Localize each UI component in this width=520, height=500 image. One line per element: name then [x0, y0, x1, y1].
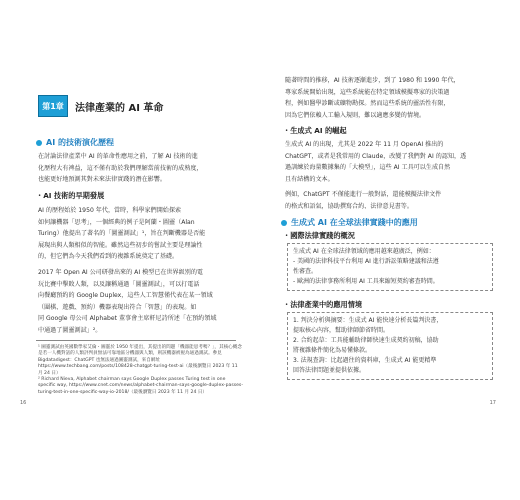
- text-line: 隨著時間的推移，AI 技術逐漸進步，到了 1980 和 1990 年代，: [285, 77, 460, 84]
- text-line: 也能更好地預測其對未來法律實踐的潛在影響。: [38, 176, 166, 183]
- text-line: （圍棋、遊戲、預約）機器表現出符合「智慧」的表現。如: [38, 303, 197, 311]
- text-line: 在討論法律產業中 AI 的革命性應用之前，了解 AI 技術的進: [38, 153, 198, 160]
- subsection-title: ・國際法律實踐的概況: [283, 231, 355, 240]
- box-item: 3. 法規查詢：比起過往的資料庫，生成式 AI 能更精準: [293, 357, 437, 364]
- chapter-title: 法律產業的 AI 革命: [75, 102, 164, 114]
- text-line: 的格式和語氣，協助撰寫合約、法律意見書等。: [285, 202, 413, 210]
- page-number: 16: [20, 400, 27, 406]
- section-title: AI 的技術演化歷程: [46, 138, 114, 147]
- text-line: 例如，ChatGPT 不僅能進行一般對話，還能模擬法律文件: [285, 191, 442, 198]
- text-line: 2017 年 Open AI 公司研發出來的 AI 模型已在世界級別的電: [38, 269, 204, 276]
- box-item: 將複雜條件簡化為易懂條款。: [293, 347, 372, 354]
- chapter-badge: 第1章: [38, 95, 68, 117]
- box-item: 提取核心內容，幫助律師節省時間。: [293, 327, 390, 334]
- international-practice-box: [287, 243, 493, 291]
- text-line: 專家系統開始出現，這些系統能在特定領域模擬專家的決策過: [285, 88, 450, 96]
- openai-paragraph: [38, 267, 243, 336]
- subsection-title: ・AI 技術的早期發展: [36, 191, 105, 200]
- expert-systems-paragraph: [285, 75, 490, 121]
- box-item: - 美國的法律科技平台利用 AI 進行訴訟策略建議和法遵: [293, 258, 439, 265]
- text-line: 如何讓機器「思考」，一個經典的例子是阿蘭・圖靈（Alan: [38, 218, 195, 226]
- text-line: ChatGPT，或者是我常用的 Claude，改變了我們對 AI 的認知，透: [285, 152, 467, 160]
- section-heading: [281, 217, 418, 228]
- page-number: 17: [489, 400, 496, 406]
- text-line: 生成式 AI 的出現，尤其是 2022 年 11 月 OpenAI 推出的: [285, 141, 444, 148]
- text-line: 展現出與人類相似的智能。雖然這些初步的嘗試主要是理論性: [38, 241, 203, 249]
- text-line: 因為它們依賴人工輸入規則，難以適應多變的情境。: [285, 111, 426, 119]
- application-scenarios-box: [287, 312, 493, 380]
- box-item: 回答法律問題並提供依據。: [293, 367, 366, 374]
- box-item: 2. 合約起草：工具能輔助律師快速生成契約初稿，協助: [293, 337, 439, 344]
- footnote-2: ² Richard Nieva, Alphabet chairman says Google Duplex passes Turing test in one specific way, https://www.cnet.com/news/alphabet-chairman-says-google-duplex-passes-turing-test-in-one-specific-way-io-2018/（最後瀏覽日 2023 年 11 月 24 日）: [38, 377, 243, 395]
- text-line: 中通過了圖靈測試」²。: [38, 326, 102, 334]
- text-line: 的，但它們為今天我們看到的複雜系統奠定了基礎。: [38, 253, 179, 260]
- text-line: 過訓練於海量數據集的「大模型」，這些 AI 工具可以生成自然: [285, 164, 451, 171]
- text-line: 玩比賽中擊敗人類，以及讓稱通過「圖靈測試」，可以打電話: [38, 280, 200, 288]
- generative-ai-paragraph: [285, 139, 490, 185]
- text-line: 化歷程大有裨益，這不僅有助於我們理解當前技術的成熟度，: [38, 164, 203, 172]
- footnote-divider: [36, 340, 236, 341]
- intro-paragraph: [38, 151, 243, 186]
- chapter-header: [38, 95, 163, 117]
- early-development-paragraph: [38, 205, 243, 263]
- section-heading: [36, 137, 114, 148]
- subsection-title: ・法律產業中的應用情境: [283, 300, 363, 309]
- bullet-icon: [36, 140, 42, 146]
- text-line: 同 Google 母公司 Alphabet 董事會主席軒尼詩所述「在預約領域: [38, 315, 217, 322]
- box-text: 生成式 AI 在全球法律領域的應用越來越廣泛，例如：: [293, 248, 435, 255]
- subsection-title: ・生成式 AI 的崛起: [283, 126, 347, 135]
- chatgpt-example-paragraph: [285, 189, 490, 212]
- right-page: [259, 55, 500, 411]
- text-line: 且有結構的文本。: [285, 175, 334, 183]
- left-page: [18, 55, 259, 411]
- text-line: Turing）他提出了著名的「圖靈測試」¹，旨在判斷機器是否能: [38, 230, 206, 237]
- text-line: AI 的歷程始於 1950 年代，當時，科學家們開始探索: [38, 207, 182, 214]
- footnote-1: ¹ 圖靈測試由英國數學家艾倫・圖靈於 1950 年提出，其提出的問題「機器能思考嗎？」，其核心概念是若一人機對話的人類評判員無法可靠地區分機器與人類，則該機器被視為通過測試。參見 Bigdatadigest：ChatGPT 也無法通過圖靈測試，來自網址 https://www.techbang.com/posts/108428-chatgpt-turing-test-ai（最後瀏覽日 2023 年 11 月 24 日）: [38, 345, 242, 376]
- section-title: 生成式 AI 在全球法律實踐中的應用: [291, 218, 418, 227]
- text-line: 程，例如醫學診斷或礦物勘探。然而這些系統的靈活性有限，: [285, 100, 450, 107]
- box-item: 性審查。: [293, 268, 318, 275]
- bullet-icon: [281, 220, 287, 226]
- box-item: 1. 判決分析與摘要：生成式 AI 能快速分析長篇判決書，: [293, 317, 443, 324]
- text-line: 向餐廳預約的 Google Duplex，這些人工智慧僅代表在某一領域: [38, 292, 213, 299]
- box-item: - 歐洲的法律事務所利用 AI 工具來縮短契約審查時間。: [293, 278, 439, 285]
